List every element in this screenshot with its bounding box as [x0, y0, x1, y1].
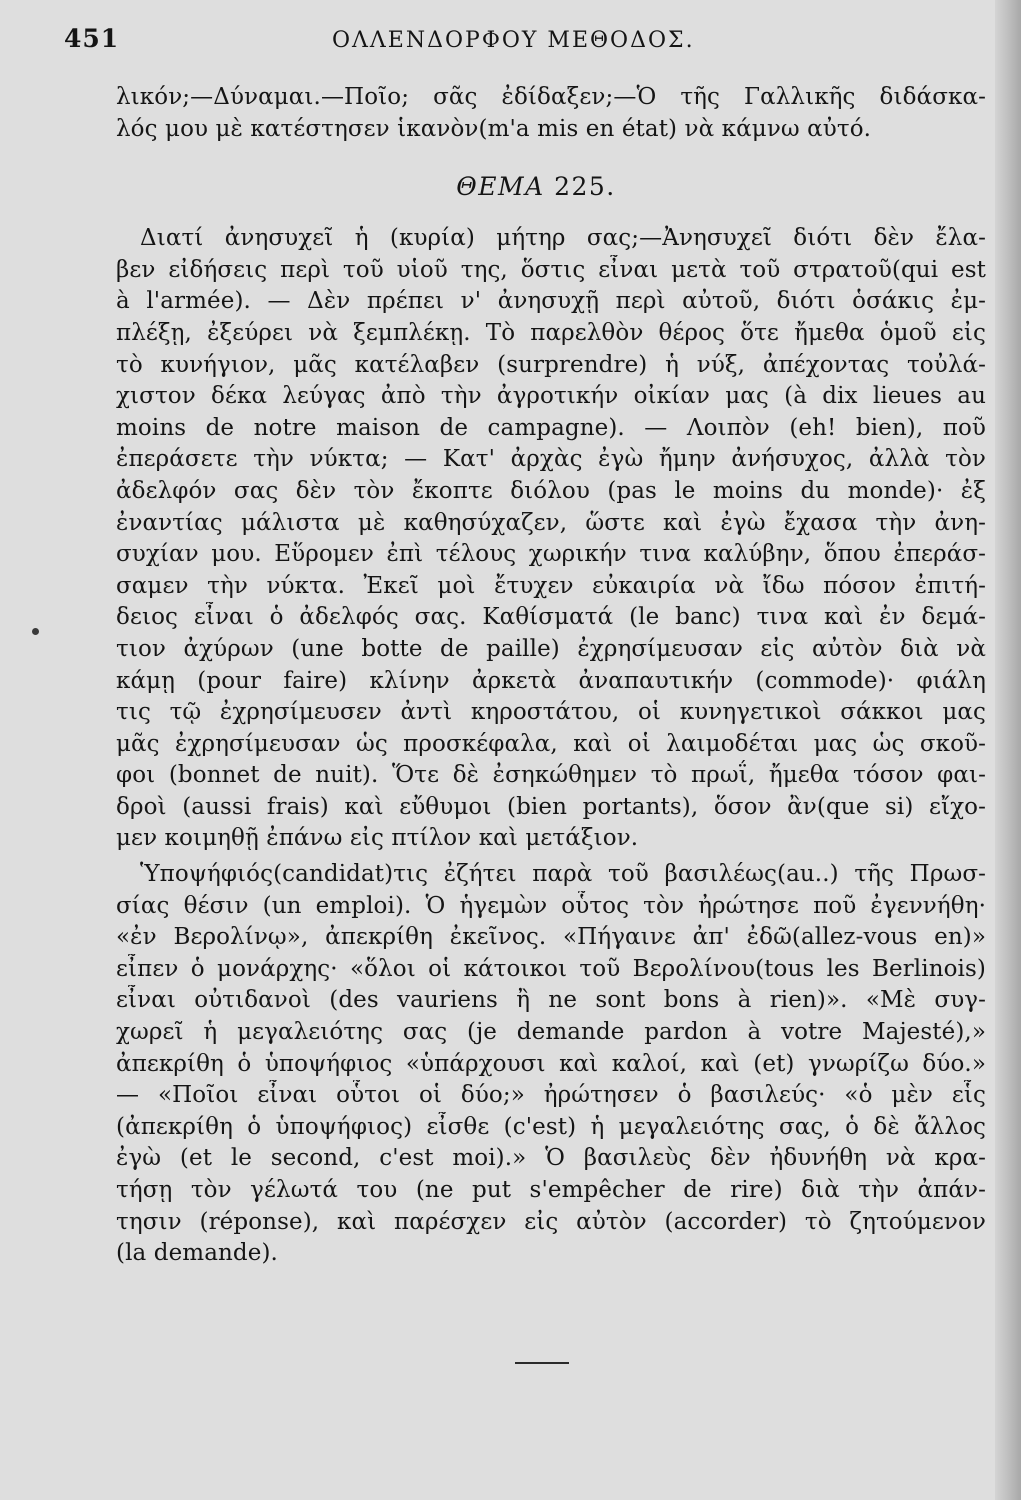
section-heading-number: 225.: [554, 172, 616, 202]
text-line: σίας θέσιν (un emploi). Ὁ ἡγεμὼν οὗτος τὸν ἠρώτησε ποῦ ἐγεννήθη·: [116, 892, 986, 919]
margin-ink-spot: [32, 628, 39, 635]
page-number: 451: [64, 24, 120, 53]
text-line: δειος εἶναι ὁ ἀδελφός σας. Καθίσματά (le banc) τινα καὶ ἐν δεμά-: [116, 604, 986, 631]
text-line: τὸ κυνήγιον, μᾶς κατέλαβεν (surprendre) ἡ νύξ, ἀπέχοντας τοὐλά-: [116, 351, 986, 378]
text-line: ἐναντίας μάλιστα μὲ καθησύχαζεν, ὥστε καὶ ἐγὼ ἔχασα τὴν ἀνη-: [116, 509, 986, 536]
text-line: «ἐν Βερολίνῳ», ἀπεκρίθη ἐκεῖνος. «Πήγαινε ἀπ' ἐδῶ(allez-vous en)»: [116, 924, 986, 951]
paragraph-first-line: Ὑποψήφιός(candidat)τις ἐζήτει παρὰ τοῦ βασιλέως(au..) τῆς Πρωσ-: [140, 861, 986, 888]
text-line: δροὶ (aussi frais) καὶ εὔθυμοι (bien portants), ὅσον ἂν(que si) εἴχο-: [116, 793, 986, 820]
text-line: ἐπεράσετε τὴν νύκτα; — Κατ' ἀρχὰς ἐγὼ ἤμην ἀνήσυχος, ἀλλὰ τὸν: [116, 446, 986, 473]
text-line: — «Ποῖοι εἶναι οὗτοι οἱ δύο;» ἠρώτησεν ὁ βασιλεύς· «ὁ μὲν εἷς: [116, 1082, 986, 1109]
paragraph-last-line: (la demande).: [116, 1240, 278, 1267]
paragraph-last-line: μεν κοιμηθῇ ἐπάνω εἰς πτίλον καὶ μετάξιον.: [116, 825, 639, 852]
text-line: τιον ἀχύρων (une botte de paille) ἐχρησίμευσαν εἰς αὐτὸν διὰ νὰ: [116, 635, 986, 662]
running-header: [64, 20, 984, 64]
text-line: moins de notre maison de campagne). — Λοιπὸν (eh! bien), ποῦ: [116, 414, 986, 441]
section-heading-word: ΘΕΜΑ: [456, 172, 545, 202]
text-line: τις τῷ ἐχρησίμευσεν ἀντὶ κηροστάτου, οἱ κυνηγετικοὶ σάκκοι μας: [116, 699, 986, 726]
text-line: πλέξῃ, ἐξεύρει νὰ ξεμπλέκῃ. Τὸ παρελθὸν θέρος ὅτε ἤμεθα ὁμοῦ εἰς: [116, 319, 986, 346]
text-line: εἶναι οὐτιδανοὶ (des vauriens ἢ ne sont bons à rien)». «Μὲ συγ-: [116, 987, 986, 1014]
book-title: ΟΛΛΕΝΔΟΡΦΟΥ ΜΕΘΟΔΟΣ.: [332, 28, 695, 53]
text-line: ἐγὼ (et le second, c'est moi).» Ὁ βασιλεὺς δὲν ἠδυνήθη νὰ κρα-: [116, 1145, 986, 1172]
end-rule-divider: [515, 1362, 569, 1364]
text-line: τήσῃ τὸν γέλωτά του (ne put s'empêcher de rire) διὰ τὴν ἀπάν-: [116, 1177, 986, 1203]
text-line: (ἀπεκρίθη ὁ ὑποψήφιος) εἶσθε (c'est) ἡ μεγαλειότης σας, ὁ δὲ ἄλλος: [116, 1113, 986, 1140]
text-line: εἶπεν ὁ μονάρχης· «ὅλοι οἱ κάτοικοι τοῦ Βερολίνου(tous les Berlinois): [116, 955, 986, 982]
text-line: ἀπεκρίθη ὁ ὑποψήφιος «ὑπάρχουσι καὶ καλοί, καὶ (et) γνωρίζω δύο.»: [116, 1050, 986, 1077]
text-body: [116, 82, 986, 1270]
text-line: φοι (bonnet de nuit). Ὅτε δὲ ἐσηκώθημεν τὸ πρωΐ, ἤμεθα τόσον φαι-: [116, 762, 986, 789]
text-line: χιστον δέκα λεύγας ἀπὸ τὴν ἀγροτικήν οἰκίαν μας (à dix lieues au: [116, 383, 986, 410]
text-line: σαμεν τὴν νύκτα. Ἐκεῖ μοὶ ἔτυχεν εὐκαιρία νὰ ἴδω πόσον ἐπιτή-: [116, 572, 986, 599]
page-edge-shadow: [995, 0, 1021, 1500]
paragraph-first-line: Διατί ἀνησυχεῖ ἡ (κυρία) μήτηρ σας;—Ἀνησυχεῖ διότι δὲν ἔλα-: [140, 225, 986, 252]
text-line: μᾶς ἐχρησίμευσαν ὡς προσκέφαλα, καὶ οἱ λαιμοδέται μας ὡς σκοῦ-: [116, 730, 986, 757]
text-line: κάμῃ (pour faire) κλίνην ἀρκετὰ ἀναπαυτικήν (commode)· φιάλη: [116, 667, 986, 694]
text-line: συχίαν μου. Εὕρομεν ἐπὶ τέλους χωρικήν τινα καλύβην, ὅπου ἐπεράσ-: [116, 541, 986, 568]
text-line: χωρεῖ ἡ μεγαλειότης σας (je demande pardon à votre Majesté),»: [116, 1019, 986, 1046]
section-heading: [116, 167, 986, 207]
text-line: λός μου μὲ κατέστησεν ἱκανὸν(m'a mis en état) νὰ κάμνω αὐτό.: [116, 115, 872, 142]
text-line: à l'armée). — Δὲν πρέπει ν' ἀνησυχῇ περὶ αὐτοῦ, διότι ὁσάκις ἐμ-: [116, 288, 986, 315]
text-line: τησιν (réponse), καὶ παρέσχεν εἰς αὐτὸν (accorder) τὸ ζητούμενον: [116, 1208, 986, 1235]
text-line: λικόν;—Δύναμαι.—Ποῖο; σᾶς ἐδίδαξεν;—Ὁ τῆς Γαλλικῆς διδάσκα-: [116, 84, 986, 110]
text-line: ἀδελφόν σας δὲν τὸν ἔκοπτε διόλου (pas le moins du monde)· ἐξ: [116, 477, 986, 504]
text-line: βεν εἰδήσεις περὶ τοῦ υἱοῦ της, ὅστις εἶναι μετὰ τοῦ στρατοῦ(qui est: [116, 256, 986, 283]
